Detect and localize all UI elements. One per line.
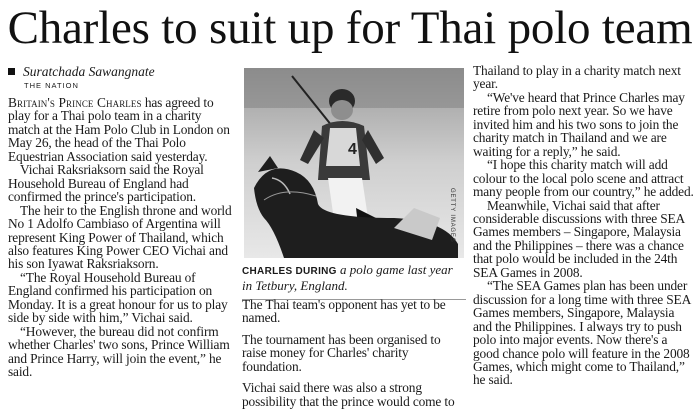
- article-column-3: [473, 64, 695, 387]
- article-column-2: [242, 298, 464, 408]
- lead-in: Britain's Prince Charles: [8, 95, 142, 110]
- polo-photo-illustration: [244, 68, 464, 258]
- headline: Charles to suit up for Thai polo team: [7, 2, 693, 54]
- caption-lead: CHARLES DURING: [242, 266, 337, 277]
- photo-credit: GETTY IMAGES: [449, 188, 455, 243]
- paragraph: “We've heard that Prince Charles may retire from polo next year. So we have invited him and his two sons to join the charity match in Thailand and we are waiting for a reply,” he said.: [473, 89, 685, 159]
- article-column-1: [8, 96, 236, 379]
- paragraph: The Thai team's opponent has yet to be named.: [242, 297, 446, 326]
- paragraph: The heir to the English throne and world No 1 Adolfo Cambiaso of Argentina will represent King Power of Thailand, which also features King Power CEO Vichai and his son Iyawat Raksriaksorn.: [8, 202, 232, 272]
- paragraph: “I hope this charity match will add colour to the local polo scene and attract many people from our country,” he added.: [473, 157, 694, 200]
- paragraph: “However, the bureau did not confirm whether Charles' two sons, Prince William and Prince Harry, will join the event,” he said.: [8, 323, 230, 380]
- byline-source: THE NATION: [24, 81, 79, 90]
- caption-text: a polo game last year in Tetbury, England.: [242, 262, 453, 293]
- paragraph: The tournament has been organised to raise money for Charles' charity foundation.: [242, 331, 441, 374]
- paragraph: Thailand to play in a charity match next year.: [473, 63, 681, 92]
- paragraph: Britain's Prince Charles has agreed to play for a Thai polo team in a charity match at the Ham Polo Club in London on May 26, the head of the Thai Polo Equestrian Association said yesterday.: [8, 95, 230, 164]
- paragraph: “The SEA Games plan has been under discussion for a long time with three SEA Games members, Singapore, Malaysia and the Philippines. I always try to push polo into major events. Now there's a good chance polo will feature in the 2008 Games, which might come to Thailand,” he said.: [473, 278, 691, 388]
- photo-caption: [242, 263, 466, 300]
- paragraph: Vichai said there was also a strong possibility that the prince would come to: [242, 380, 455, 409]
- byline-author: Suratchada Sawangnate: [23, 64, 155, 79]
- paragraph: Meanwhile, Vichai said that after considerable discussions with three SEA Games members – Singapore, Malaysia and the Philippines – there was a chance that polo would be included in the 24th SEA Games in 2008.: [473, 197, 685, 280]
- paragraph: Vichai Raksriaksorn said the Royal Household Bureau of England had confirmed the prince's participation.: [8, 162, 204, 205]
- byline: [8, 64, 238, 92]
- paragraph: “The Royal Household Bureau of England confirmed his participation on Monday. It is a great honour for us to play side by side with him,” Vichai said.: [8, 269, 228, 326]
- svg-text:4: 4: [348, 141, 357, 158]
- byline-bullet-icon: [8, 68, 15, 75]
- photo-polo-player: [244, 68, 464, 258]
